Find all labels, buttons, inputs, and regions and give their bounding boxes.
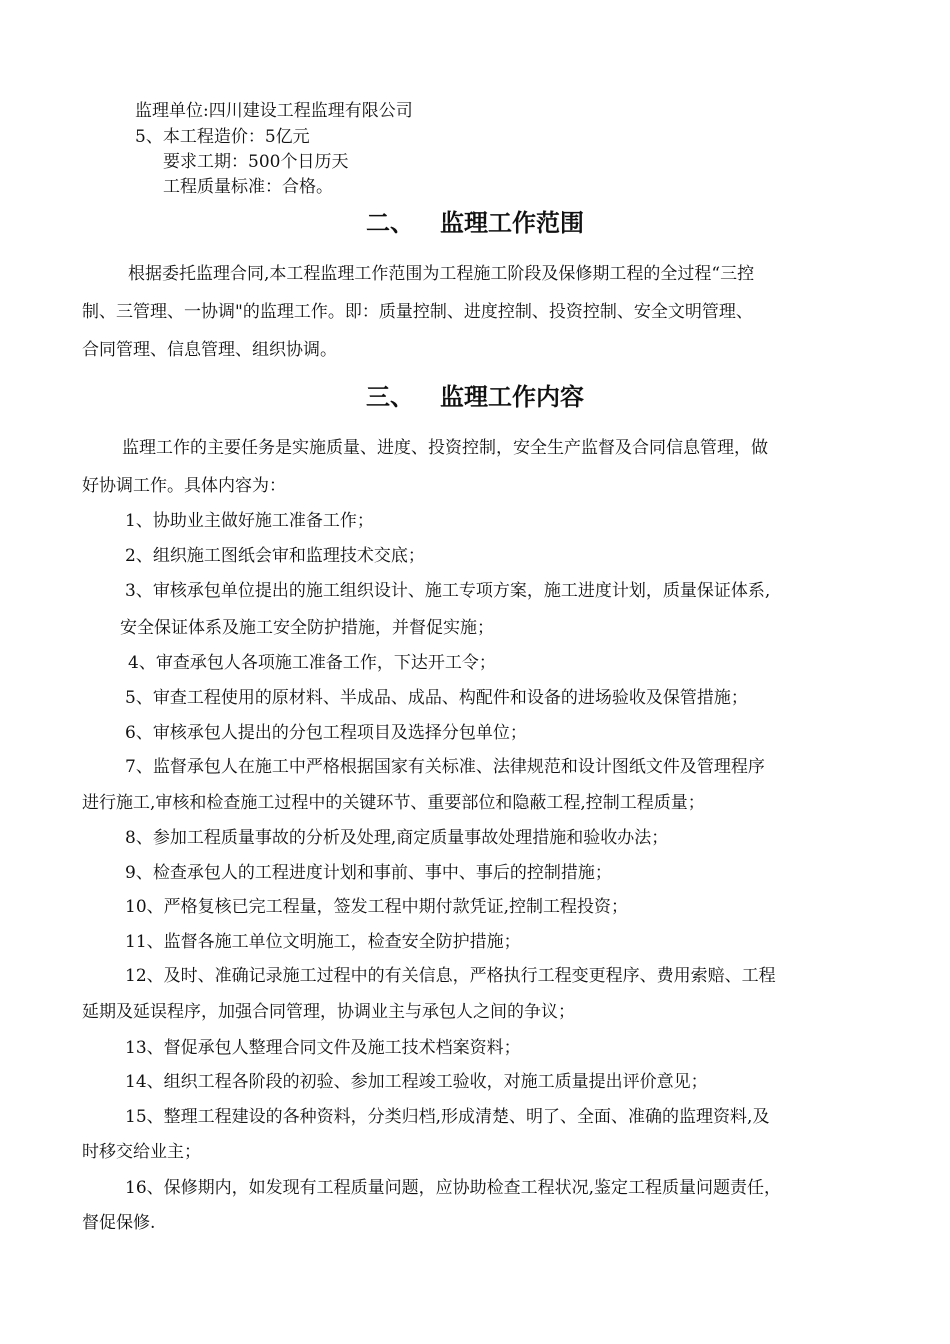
list-item: 12、及时、准确记录施工过程中的有关信息，严格执行工程变更程序、费用索赔、工程	[125, 966, 776, 986]
list-item: 5、审查工程使用的原材料、半成品、成品、构配件和设备的进场验收及保管措施；	[125, 688, 748, 708]
list-item: 2、组织施工图纸会审和监理技术交底；	[125, 546, 425, 566]
supervision-unit-line: 监理单位:四川建设工程监理有限公司	[135, 101, 413, 121]
quality-standard-line: 工程质量标准：合格。	[163, 177, 333, 197]
section-3-title: 监理工作内容	[440, 383, 584, 411]
content-intro-line: 监理工作的主要任务是实施质量、进度、投资控制，安全生产监督及合同信息管理，做	[122, 438, 768, 458]
list-item: 10、严格复核已完工程量，签发工程中期付款凭证,控制工程投资；	[125, 897, 629, 917]
scope-paragraph-line: 合同管理、信息管理、组织协调。	[82, 340, 337, 360]
project-cost-line: 5、本工程造价：5亿元	[135, 127, 310, 147]
list-item: 16、保修期内，如发现有工程质量问题，应协助检查工程状况,鉴定工程质量问题责任，	[125, 1178, 782, 1198]
section-2-number: 二、	[366, 209, 414, 237]
list-item: 时移交给业主；	[82, 1142, 201, 1162]
list-item: 督促保修.	[82, 1213, 156, 1233]
list-item: 8、参加工程质量事故的分析及处理,商定质量事故处理措施和验收办法；	[125, 828, 669, 848]
section-3-heading	[0, 382, 950, 412]
section-3-number: 三、	[366, 383, 414, 411]
scope-paragraph-line: 制、三管理、一协调"的监理工作。即：质量控制、进度控制、投资控制、安全文明管理、	[82, 302, 753, 322]
list-item: 7、监督承包人在施工中严格根据国家有关标准、法律规范和设计图纸文件及管理程序	[125, 757, 765, 777]
list-item: 9、检查承包人的工程进度计划和事前、事中、事后的控制措施；	[125, 863, 612, 883]
list-item: 进行施工,审核和检查施工过程中的关键环节、重要部位和隐蔽工程,控制工程质量；	[82, 793, 705, 813]
list-item: 6、审核承包人提出的分包工程项目及选择分包单位；	[125, 723, 527, 743]
scope-paragraph-line: 根据委托监理合同,本工程监理工作范围为工程施工阶段及保修期工程的全过程“三控	[128, 264, 755, 284]
content-intro-line: 好协调工作。具体内容为：	[82, 476, 286, 496]
section-2-title: 监理工作范围	[440, 209, 584, 237]
list-item: 1、协助业主做好施工准备工作；	[125, 511, 374, 531]
list-item: 3、审核承包单位提出的施工组织设计、施工专项方案，施工进度计划，质量保证体系,	[125, 581, 771, 601]
list-item: 安全保证体系及施工安全防护措施，并督促实施；	[120, 618, 494, 638]
list-item: 11、监督各施工单位文明施工，检查安全防护措施；	[125, 932, 521, 952]
list-item: 14、组织工程各阶段的初验、参加工程竣工验收，对施工质量提出评价意见；	[125, 1072, 708, 1092]
list-item: 4、审查承包人各项施工准备工作，下达开工令；	[128, 653, 496, 673]
list-item: 15、整理工程建设的各种资料，分类归档,形成清楚、明了、全面、准确的监理资料,及	[125, 1107, 770, 1127]
list-item: 延期及延误程序，加强合同管理，协调业主与承包人之间的争议；	[82, 1002, 575, 1022]
section-2-heading	[0, 208, 950, 238]
list-item: 13、督促承包人整理合同文件及施工技术档案资料；	[125, 1038, 521, 1058]
schedule-line: 要求工期：500个日历天	[163, 152, 349, 172]
